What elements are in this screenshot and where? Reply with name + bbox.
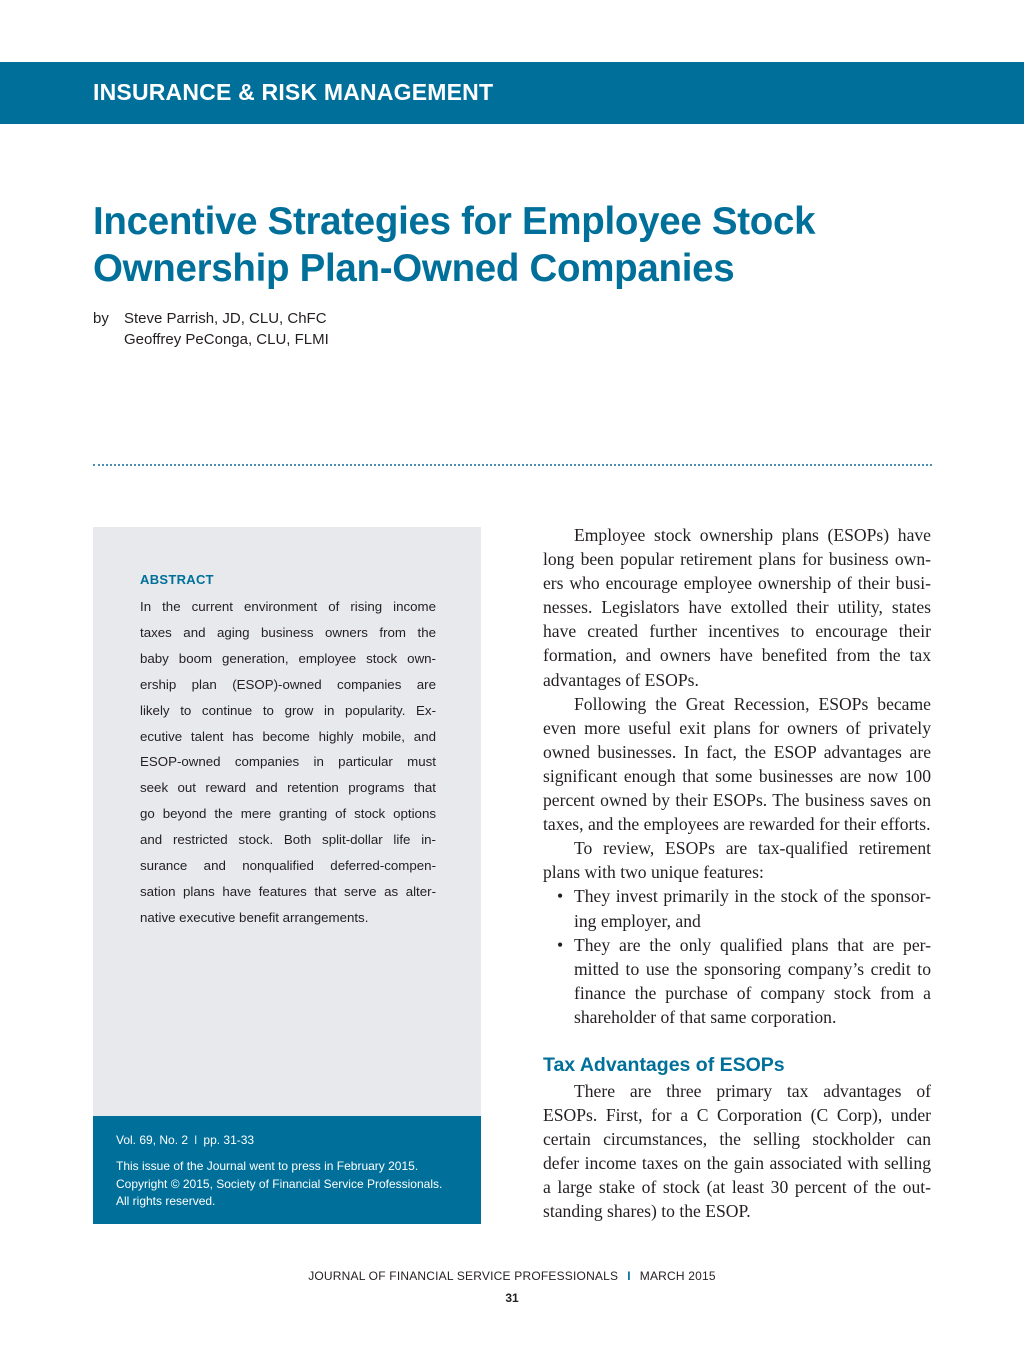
body-line: owned businesses. In fact, the ESOP advantages are xyxy=(543,741,931,762)
abstract-line: and restricted stock. Both split-dollar life in- xyxy=(140,832,436,848)
volume-separator: I xyxy=(194,1133,198,1147)
body-line: Employee stock ownership plans (ESOPs) have xyxy=(574,525,931,545)
abstract-line: ESOP-owned companies in particular must xyxy=(140,754,436,770)
copyright-line: All rights reserved. xyxy=(116,1194,216,1208)
body-line: formation, and owners have benefited from the tax xyxy=(543,645,931,666)
body-paragraph xyxy=(543,1079,931,1224)
abstract-heading: ABSTRACT xyxy=(140,572,214,587)
article-body xyxy=(543,523,931,1224)
body-paragraph xyxy=(543,523,931,692)
abstract-line: ecutive talent has become highly mobile, and xyxy=(140,728,436,744)
abstract-line: surance and nonqualified deferred-compen- xyxy=(140,858,436,874)
body-line: taxes, and the employees are rewarded for their efforts. xyxy=(543,814,931,835)
bullet-item xyxy=(543,884,931,932)
running-footer xyxy=(0,1269,1024,1283)
bullet-icon: • xyxy=(557,886,564,907)
abstract-line: native executive benefit arrangements. xyxy=(140,909,369,925)
copyright-notice xyxy=(116,1158,442,1211)
body-line: They invest primarily in the stock of the sponsor- xyxy=(574,886,931,907)
bullet-icon: • xyxy=(557,934,564,955)
body-line: They are the only qualified plans that are per- xyxy=(574,934,931,955)
abstract-text xyxy=(140,594,436,931)
dotted-divider xyxy=(93,464,932,466)
page-range: pp. 31-33 xyxy=(203,1133,255,1147)
body-line: To review, ESOPs are tax-qualified retirement xyxy=(574,838,931,859)
body-line: plans with two unique features: xyxy=(543,862,764,883)
issue-date: MARCH 2015 xyxy=(639,1269,716,1283)
title-line: Incentive Strategies for Employee Stock xyxy=(93,200,816,243)
body-line: finance the purchase of company stock from a xyxy=(574,982,931,1003)
body-line: ers who encourage employee ownership of their busi- xyxy=(543,573,931,594)
copyright-line: Copyright © 2015, Society of Financial Service Professionals. xyxy=(116,1176,443,1191)
body-line: a large stake of stock (at least 30 percent of the out- xyxy=(543,1177,931,1198)
body-line: defer income taxes on the gain associated with selling xyxy=(543,1153,931,1174)
body-line: ing employer, and xyxy=(574,910,701,931)
body-line: There are three primary tax advantages of xyxy=(574,1080,931,1101)
volume-line xyxy=(116,1133,254,1147)
abstract-line: sation plans have features that serve as alter- xyxy=(140,883,436,899)
author-name: Geoffrey PeConga, CLU, FLMI xyxy=(124,331,329,348)
author-list xyxy=(124,308,329,350)
body-line: standing shares) to the ESOP. xyxy=(543,1201,751,1222)
title-line: Ownership Plan-Owned Companies xyxy=(93,247,735,290)
article-title xyxy=(93,198,953,292)
footer-separator: I xyxy=(627,1269,631,1283)
section-label: INSURANCE & RISK MANAGEMENT xyxy=(93,79,494,105)
author-name: Steve Parrish, JD, CLU, ChFC xyxy=(124,310,327,327)
abstract-line: go beyond the mere granting of stock options xyxy=(140,806,436,822)
abstract-line: baby boom generation, employee stock own- xyxy=(140,650,436,666)
body-line: certain circumstances, the selling stockholder can xyxy=(543,1129,931,1150)
body-line: mitted to use the sponsoring company’s credit to xyxy=(574,958,931,979)
body-line: ESOPs. First, for a C Corporation (C Corp), under xyxy=(543,1105,931,1126)
body-line: shareholder of that same corporation. xyxy=(574,1006,837,1027)
body-line: even more useful exit plans for owners of privately xyxy=(543,717,931,738)
body-line: have created further incentives to encourage their xyxy=(543,621,931,642)
body-paragraph xyxy=(543,692,931,837)
bullet-item xyxy=(543,933,931,1029)
body-line: nesses. Legislators have extolled their utility, states xyxy=(543,597,931,618)
copyright-line: This issue of the Journal went to press in February 2015. xyxy=(116,1159,419,1173)
journal-name: JOURNAL OF FINANCIAL SERVICE PROFESSIONALS xyxy=(308,1269,619,1283)
volume-number: Vol. 69, No. 2 xyxy=(116,1133,189,1147)
body-line: significant enough that some businesses are now 100 xyxy=(543,765,931,786)
body-line: long been popular retirement plans for business own- xyxy=(543,549,931,570)
abstract-line: seek out reward and retention programs that xyxy=(140,780,436,796)
body-line: percent owned by their ESOPs. The business saves on xyxy=(543,790,931,811)
abstract-line: ership plan (ESOP)-owned companies are xyxy=(140,676,436,692)
abstract-line: taxes and aging business owners from the xyxy=(140,624,436,640)
byline-prefix: by xyxy=(93,310,109,327)
body-paragraph xyxy=(543,836,931,884)
abstract-line: likely to continue to grow in popularity. Ex- xyxy=(140,702,436,718)
body-line: Following the Great Recession, ESOPs became xyxy=(574,693,931,714)
section-heading: Tax Advantages of ESOPs xyxy=(543,1053,785,1076)
abstract-line: In the current environment of rising income xyxy=(140,599,436,614)
page-number: 31 xyxy=(505,1291,519,1305)
body-line: advantages of ESOPs. xyxy=(543,669,699,690)
